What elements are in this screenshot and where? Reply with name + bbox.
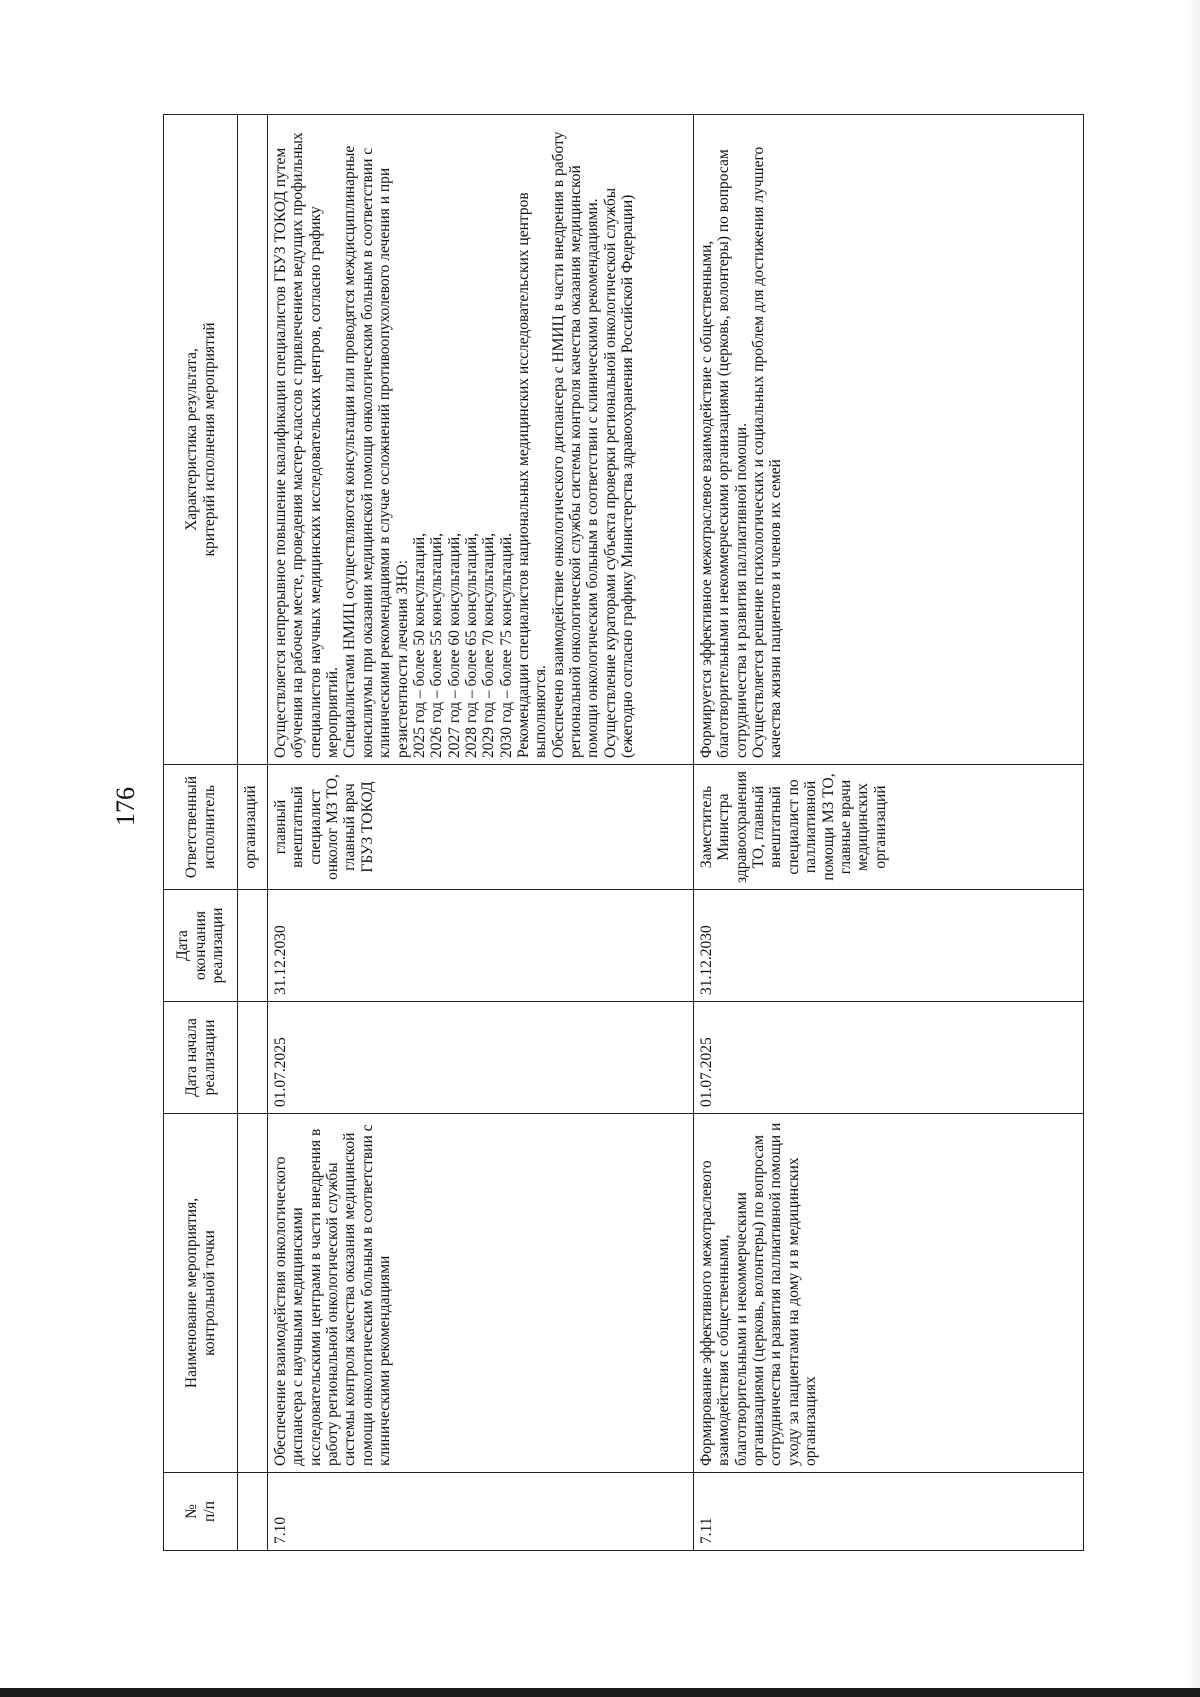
header-end: Дата окончания реализации bbox=[164, 890, 238, 1002]
row-name: Обеспечение взаимодействия онкологического диспансера с научными медицинскими исследовательскими центрами в части внедрения в работу региональной онкологической службы системы контроля качества оказания медицинской помощи онкологическим больным в соответствии с клиническими рекомендациями bbox=[268, 1114, 694, 1473]
header-row bbox=[164, 115, 238, 1551]
row-end-date: 31.12.2030 bbox=[694, 890, 1084, 1002]
cont-num bbox=[238, 1473, 268, 1551]
table-row bbox=[268, 115, 694, 1551]
continuation-row bbox=[238, 115, 268, 1551]
page-number: 176 bbox=[111, 787, 140, 826]
cont-description bbox=[238, 115, 268, 765]
scan-edge-bottom bbox=[0, 1688, 1200, 1697]
cont-responsible: организаций bbox=[238, 765, 268, 890]
cont-name bbox=[238, 1114, 268, 1473]
cont-end bbox=[238, 890, 268, 1002]
row-description: Осуществляется непрерывное повышение квалификации специалистов ГБУЗ ТОКОД путем обучения на рабочем месте, проведения мастер-классов с привлечением ведущих профильных специалистов научных медицинских исследовательских центров, согласно графику мероприятий. Специалистами НМИЦ осуществляются консультации или проводятся междисциплинарные консилиумы при оказании медицинской помощи онкологическим больным в соответствии с клиническими рекомендациями в случае осложнений противоопухолевого лечения и при резистентности лечения ЗНО: 2025 год – более 50 консультаций, 2026 год – более 55 консультаций, 2027 год – более 60 консультаций, 2028 год – более 65 консультаций, 2029 год – более 70 консультаций, 2030 год – более 75 консультаций. Рекомендации специалистов национальных медицинских исследовательских центров выполняются. Обеспечено взаимодействие онкологического диспансера с НМИЦ в части внедрения в работу региональной онкологической службы системы контроля качества оказания медицинской помощи онкологическим больным в соответствии с клиническими рекомендациями. Осуществление кураторами субъекта проверки региональной онкологической службы (ежегодно согласно графику Министерства здравоохранения Российской Федерации) bbox=[268, 115, 694, 765]
row-num: 7.10 bbox=[268, 1473, 694, 1551]
header-num: № п/п bbox=[164, 1473, 238, 1551]
row-name: Формирование эффективного межотраслевого взаимодействия с общественными, благотворительными и некоммерческими организациями (церковь, волонтеры) по вопросам сотрудничества и развития паллиативной помощи и уходу за пациентами на дому и в медицинских организациях bbox=[694, 1114, 1084, 1473]
activities-table bbox=[163, 114, 1084, 1551]
header-name: Наименование мероприятия, контрольной точки bbox=[164, 1114, 238, 1473]
header-responsible: Ответственный исполнитель bbox=[164, 765, 238, 890]
activities-table-wrapper bbox=[163, 115, 1084, 1551]
row-start-date: 01.07.2025 bbox=[268, 1002, 694, 1114]
row-description: Формируется эффективное межотраслевое взаимодействие с общественными, благотворительными и некоммерческими организациями (церковь, волонтеры) по вопросам сотрудничества и развития паллиативной помощи. Осуществляется решение психологических и социальных проблем для достижения лучшего качества жизни пациентов и членов их семей bbox=[694, 115, 1084, 765]
row-num: 7.11 bbox=[694, 1473, 1084, 1551]
header-start: Дата начала реализации bbox=[164, 1002, 238, 1114]
row-start-date: 01.07.2025 bbox=[694, 1002, 1084, 1114]
row-responsible: главный внештатный специалист онколог МЗ ТО, главный врач ГБУЗ ТОКОД bbox=[268, 765, 694, 890]
header-description: Характеристика результата, критерий исполнения мероприятий bbox=[164, 115, 238, 765]
row-responsible: Заместитель Министра здравоохранения ТО, главный внештатный специалист по паллиативной помощи МЗ ТО, главные врачи медицинских организаций bbox=[694, 765, 1084, 890]
scan-edge-right bbox=[1186, 0, 1200, 1697]
row-end-date: 31.12.2030 bbox=[268, 890, 694, 1002]
table-row bbox=[694, 115, 1084, 1551]
cont-start bbox=[238, 1002, 268, 1114]
